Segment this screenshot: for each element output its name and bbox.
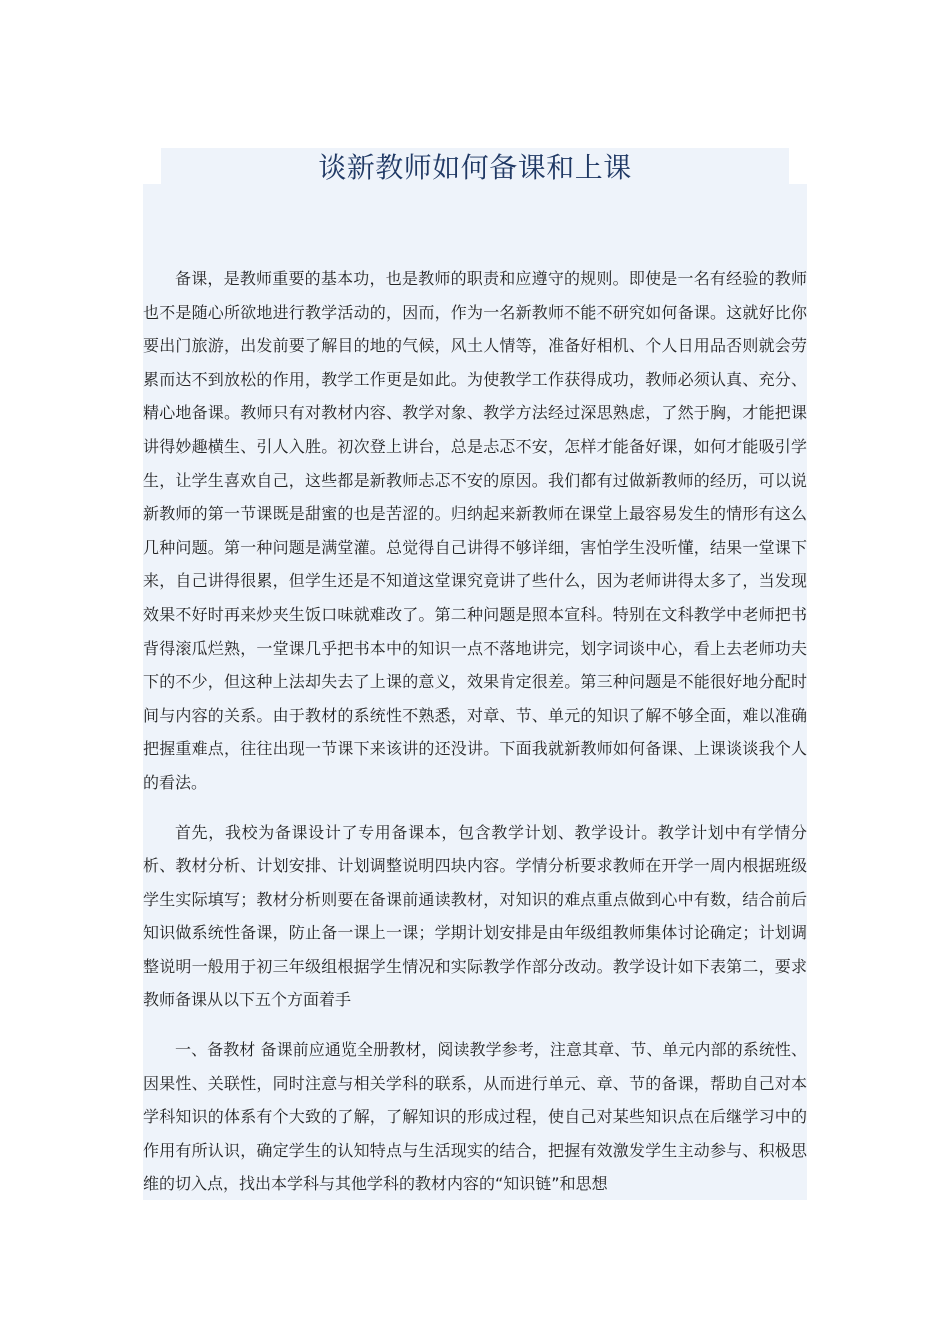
document-title: 谈新教师如何备课和上课 <box>318 151 632 184</box>
paragraph-lesson-book: 首先，我校为备课设计了专用备课本，包含教学计划、教学设计。教学计划中有学情分析、教材分析、计划安排、计划调整说明四块内容。学情分析要求教师在开学一周内根据班级学生实际填写；教材分析则要在备课前通读教材，对知识的难点重点做到心中有数，结合前后知识做系统性备课，防止备一课上一课；学期计划安排是由年级组教师集体讨论确定；计划调整说明一般用于初三年级组根据学生情况和实际教学作部分改动。教学设计如下表第二，要求教师备课从以下五个方面着手 <box>143 822 807 1010</box>
document-body <box>143 262 807 1200</box>
paragraph-prepare-materials: 一、备教材 备课前应通览全册教材，阅读教学参考，注意其章、节、单元内部的系统性、因果性、关联性，同时注意与相关学科的联系，从而进行单元、章、节的备课，帮助自己对本学科知识的体系有个大致的了解，了解知识的形成过程，使自己对某些知识点在后继学习中的作用有所认识，确定学生的认知特点与生活现实的结合，把握有效激发学生主动参与、积极思维的切入点，找出本学科与其他学科的教材内容的“知识链”和思想 <box>143 1040 807 1194</box>
paragraph-intro: 备课，是教师重要的基本功，也是教师的职责和应遵守的规则。即使是一名有经验的教师也不是随心所欲地进行教学活动的，因而，作为一名新教师不能不研究如何备课。这就好比你要出门旅游，出发前要了解目的地的气候，风土人情等，准备好相机、个人日用品否则就会劳累而达不到放松的作用，教学工作更是如此。为使教学工作获得成功，教师必须认真、充分、精心地备课。教师只有对教材内容、教学对象、教学方法经过深思熟虑，了然于胸，才能把课讲得妙趣横生、引人入胜。初次登上讲台，总是忐忑不安，怎样才能备好课，如何才能吸引学生，让学生喜欢自己，这些都是新教师忐忑不安的原因。我们都有过做新教师的经历，可以说新教师的第一节课既是甜蜜的也是苦涩的。归纳起来新教师在课堂上最容易发生的情形有这么几种问题。第一种问题是满堂灌。总觉得自己讲得不够详细，害怕学生没听懂，结果一堂课下来，自己讲得很累，但学生还是不知道这堂课究竟讲了些什么，因为老师讲得太多了，当发现效果不好时再来炒夹生饭口味就难改了。第二种问题是照本宣科。特别在文科教学中老师把书背得滚瓜烂熟，一堂课几乎把书本中的知识一点不落地讲完，划字词谈中心，看上去老师功夫下的不少，但这种上法却失去了上课的意义，效果肯定很差。第三种问题是不能很好地分配时间与内容的关系。由于教材的系统性不熟悉，对章、节、单元的知识了解不够全面，难以准确把握重难点，往往出现一节课下来该讲的还没讲。下面我就新教师如何备课、上课谈谈我个人的看法。 <box>143 269 807 792</box>
